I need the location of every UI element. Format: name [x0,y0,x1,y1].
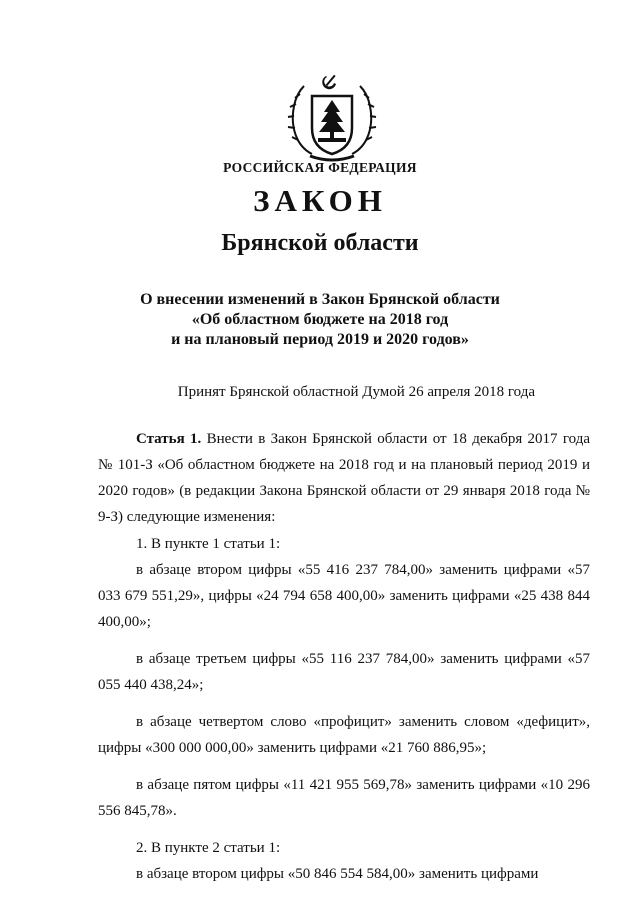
bryansk-coat-of-arms-emblem [282,68,382,166]
amendments-list [98,531,590,887]
list-item: в абзаце втором цифры «50 846 554 584,00» заменить цифрами [136,866,539,882]
country-heading: РОССИЙСКАЯ ФЕДЕРАЦИЯ [223,160,417,175]
article-1-text [98,426,590,530]
list-item: в абзаце втором цифры «55 416 237 784,00» заменить цифрами «57 033 679 551,29», цифры «24 794 658 400,00» заменить цифрами «25 438 844 400,00»; [98,562,590,630]
article-body: Внести в Закон Брянской области от 18 декабря 2017 года № 101-З «Об областном бюджете на 2018 год и на плановый период 2019 и 2020 годов» (в редакции Закона Брянской области от 29 января 2018 года № 9-З) следующие изменения: [98,431,590,525]
article-label: Статья 1. [136,431,202,447]
list-item: в абзаце пятом цифры «11 421 955 569,78» заменить цифрами «10 296 556 845,78». [98,777,590,819]
list-item: в абзаце четвертом слово «профицит» заменить словом «дефицит», цифры «300 000 000,00» заменить цифрами «21 760 886,95»; [98,714,590,756]
region-heading: Брянской области [221,230,419,256]
document-type-heading: ЗАКОН [253,183,387,218]
law-title-line: и на плановый период 2019 и 2020 годов» [171,331,469,348]
list-item: в абзаце третьем цифры «55 116 237 784,00» заменить цифрами «57 055 440 438,24»; [98,651,590,693]
adoption-note: Принят Брянской областной Думой 26 апреля 2018 года [177,384,535,400]
article-1-paragraph [98,426,590,530]
law-title [0,290,640,350]
list-item: 1. В пункте 1 статьи 1: [136,536,281,552]
law-title-line: О внесении изменений в Закон Брянской области [140,291,500,308]
law-title-line: «Об областном бюджете на 2018 год [191,311,449,328]
list-item: 2. В пункте 2 статьи 1: [136,840,281,856]
